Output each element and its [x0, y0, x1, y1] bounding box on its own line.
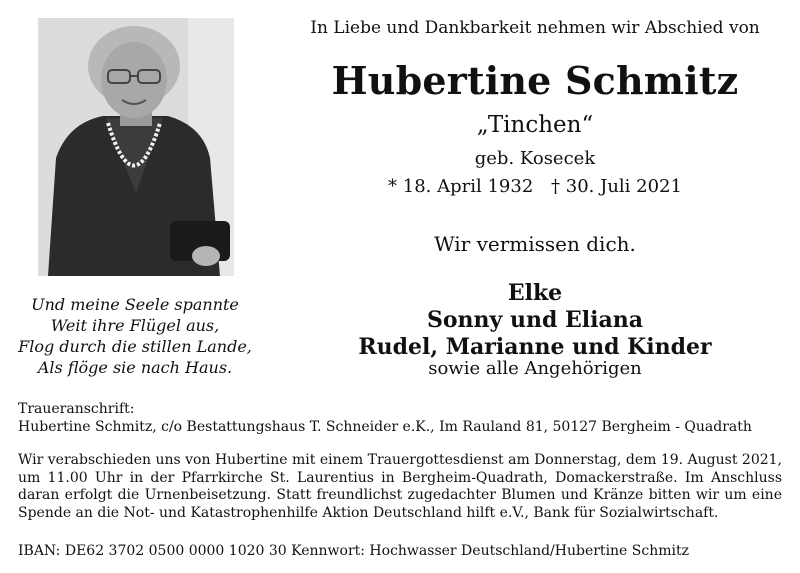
life-dates: [270, 176, 800, 197]
deceased-name: Hubertine Schmitz: [331, 58, 739, 103]
relatives-line: sowie alle Angehörigen: [428, 358, 642, 379]
poem-line: Flog durch die stillen Lande,: [18, 337, 252, 356]
death-date: † 30. Juli 2021: [551, 176, 682, 197]
family-member: Elke: [507, 280, 563, 306]
address-label: Traueranschrift:: [18, 401, 135, 417]
portrait-photo: [38, 18, 234, 276]
address-text: Hubertine Schmitz, c/o Bestattungshaus T. Schneider e.K., Im Rauland 81, 50127 Bergheim - Quadrath: [18, 419, 752, 435]
miss-line: Wir vermissen dich.: [434, 232, 636, 256]
service-text: Wir verabschieden uns von Hubertine mit einem Trauergottesdienst am Donnerstag, dem 19. August 2021, um 11.00 Uhr in der Pfarrkirche St. Laurentius in Bergheim-Quadrath, Domackerstraße. Im Anschluss daran erfolgt die Urnenbeisetzung. Statt freundlichst zugedachter Blumen und Kränze bitten wir um eine Spende an die Not- und Katastrophenhilfe Aktion Deutschland hilft e.V., Bank für Sozialwirtschaft.: [18, 452, 782, 521]
birth-date: * 18. April 1932: [388, 176, 534, 197]
iban-line: IBAN: DE62 3702 0500 0000 1020 30 Kennwort: Hochwasser Deutschland/Hubertine Schmitz: [18, 543, 689, 559]
family-names: [270, 280, 800, 361]
poem: [0, 294, 270, 378]
family-member: Rudel, Marianne und Kinder: [358, 334, 712, 360]
family-member: Sonny und Eliana: [426, 307, 643, 333]
poem-line: Weit ihre Flügel aus,: [50, 316, 220, 335]
maiden-name: geb. Kosecek: [474, 148, 596, 169]
intro-line: In Liebe und Dankbarkeit nehmen wir Abschied von: [310, 18, 760, 38]
poem-line: Und meine Seele spannte: [31, 295, 239, 314]
poem-line: Als flöge sie nach Haus.: [37, 358, 233, 377]
nickname: „Tinchen“: [476, 112, 594, 138]
